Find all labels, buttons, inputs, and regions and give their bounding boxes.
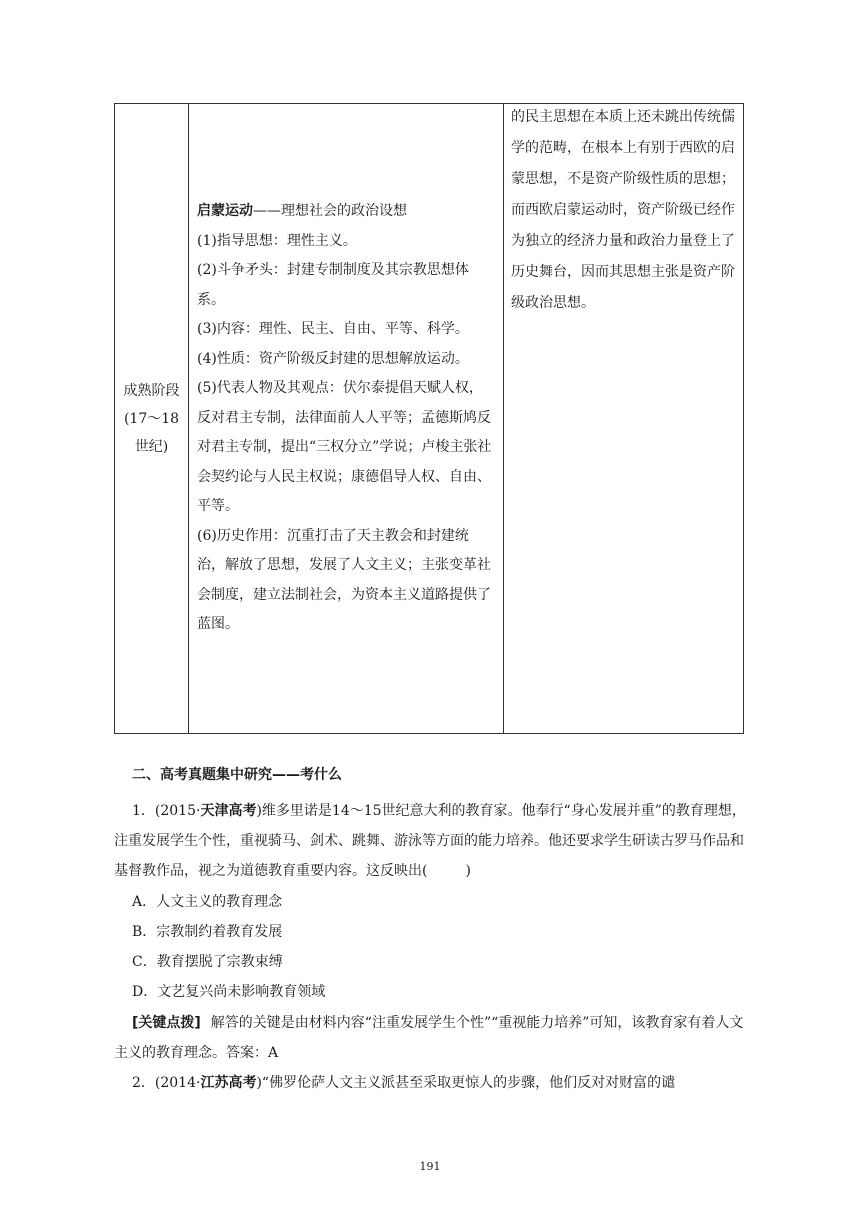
- q1-source: 天津高考: [200, 803, 257, 819]
- stage-cell: [115, 104, 188, 733]
- question-1: [114, 796, 746, 886]
- key-hint-tag: [关键点拨]: [132, 1015, 201, 1031]
- list-item: (3)内容：理性、民主、自由、平等、科学。: [197, 321, 469, 338]
- option-c: C．教育摆脱了宗教束缚: [132, 954, 283, 970]
- q1-text-end: ): [465, 863, 471, 879]
- question-2: [114, 1068, 746, 1098]
- list-item: (6)历史作用：沉重打击了天主教会和封建统治，解放了思想，发展了人文主义；主张变革社会制度，建立法制社会，为资本主义道路提供了蓝图。: [197, 527, 491, 633]
- list-item: (5)代表人物及其观点：伏尔泰提倡天赋人权，反对君主专制，法律面前人人平等；孟德斯鸠反对君主专制，提出“三权分立”学说；卢梭主张社会契约论与人民主权说；康德倡导人权、自由、平等。: [197, 380, 492, 515]
- enlightenment-heading: [197, 197, 496, 227]
- key-hint: [114, 1008, 746, 1068]
- section-title: 二、高考真题集中研究——考什么: [132, 767, 342, 783]
- q2-source: 江苏高考: [200, 1075, 257, 1091]
- q1-number: 1．(2015·: [132, 803, 201, 819]
- key-hint-text: 解答的关键是由材料内容“注重发展学生个性”“重视能力培养”可知，该教育家有着人文主义的教育理念。答案：A: [114, 1015, 744, 1061]
- option-d: D．文艺复兴尚未影响教育领域: [132, 984, 326, 1000]
- list-item: (1)指导思想：理性主义。: [197, 232, 357, 249]
- content-table: [114, 103, 744, 734]
- option-a: A．人文主义的教育理念: [132, 894, 283, 910]
- heading-bold: 启蒙运动: [197, 203, 253, 220]
- heading-rest: ——理想社会的政治设想: [253, 203, 407, 220]
- stage-label: 成熟阶段(17～18世纪): [123, 382, 180, 455]
- q2-number: 2．(2014·: [132, 1075, 201, 1091]
- enlightenment-cell: [189, 104, 503, 733]
- list-item: (2)斗争矛头：封建专制制度及其宗教思想体系。: [197, 262, 469, 308]
- option-b: B．宗教制约着教育发展: [132, 924, 283, 940]
- page-number: 191: [419, 1160, 441, 1173]
- comparison-text: 的民主思想在本质上还未跳出传统儒学的范畴，在根本上有别于西欧的启蒙思想，不是资产阶级性质的思想；而西欧启蒙运动时，资产阶级已经作为独立的经济力量和政治力量登上了历史舞台，因而其思想主张是资产阶级政治思想。: [511, 109, 735, 311]
- q2-text: )“佛罗伦萨人文主义派甚至采取更惊人的步骤，他们反对对财富的谴: [256, 1075, 676, 1091]
- q1-options: [132, 887, 325, 1007]
- list-item: (4)性质：资产阶级反封建的思想解放运动。: [197, 350, 469, 367]
- q1-text: )维多里诺是14～15世纪意大利的教育家。他奉行“身心发展并重”的教育理想，注重发展学生个性，重视骑马、剑术、跳舞、游泳等方面的能力培养。他还要求学生研读古罗马作品和基督教作品，视之为道德教育重要内容。这反映出(: [114, 803, 746, 879]
- comparison-cell: [504, 104, 743, 733]
